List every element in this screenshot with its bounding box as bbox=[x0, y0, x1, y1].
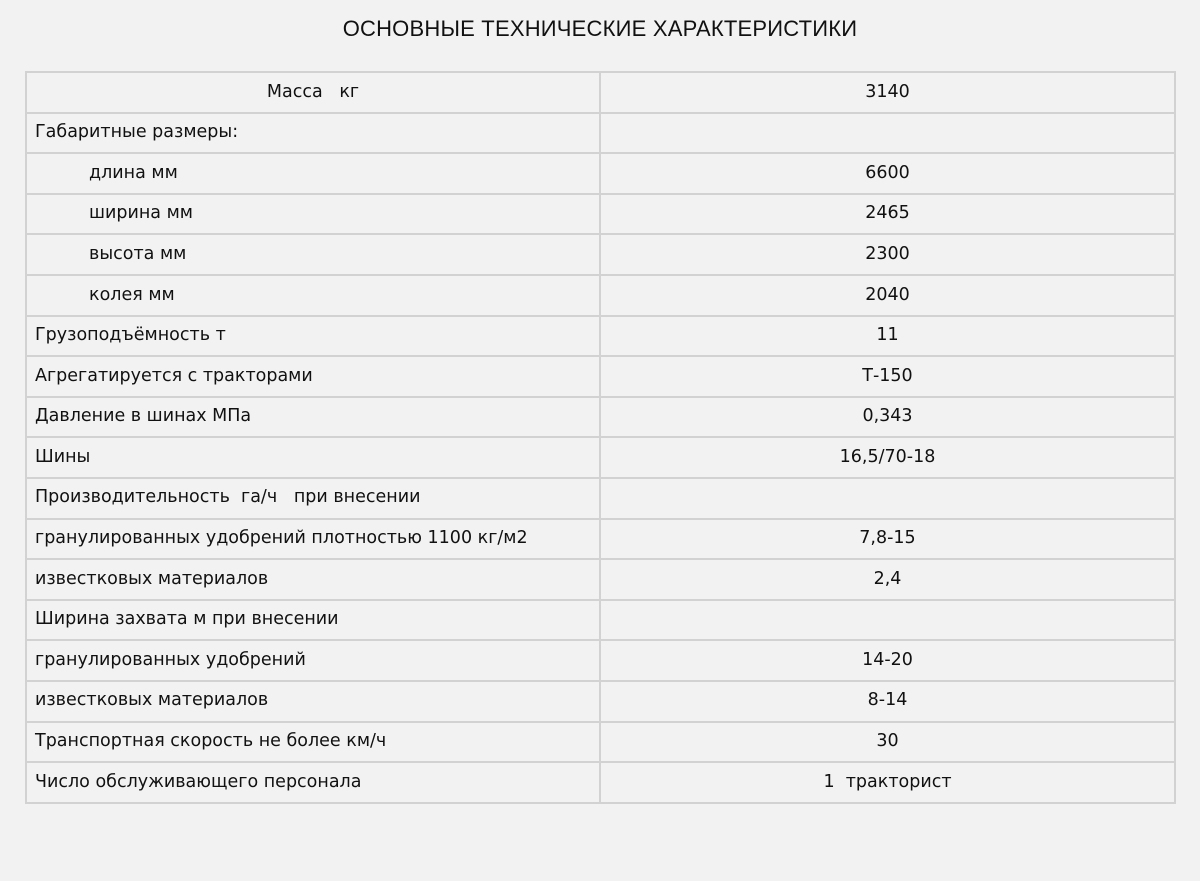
parameter-label: ширина мм bbox=[89, 203, 194, 224]
parameter-cell bbox=[26, 681, 600, 722]
parameter-label: колея мм bbox=[89, 284, 175, 305]
value-cell bbox=[600, 113, 1175, 154]
table-row bbox=[26, 559, 1175, 600]
table-row bbox=[26, 113, 1175, 154]
parameter-value: 3140 bbox=[865, 81, 910, 102]
parameter-cell bbox=[26, 478, 600, 519]
parameter-label: известковых материалов bbox=[35, 568, 269, 589]
table-row bbox=[26, 437, 1175, 478]
parameter-label: высота мм bbox=[89, 243, 187, 264]
value-cell bbox=[600, 275, 1175, 316]
parameter-value: 6600 bbox=[865, 162, 910, 183]
table-row bbox=[26, 153, 1175, 194]
parameter-label: Производительность га/ч при внесении bbox=[35, 487, 421, 508]
value-cell bbox=[600, 72, 1175, 113]
parameter-cell bbox=[26, 113, 600, 154]
table-row bbox=[26, 316, 1175, 357]
value-cell bbox=[600, 153, 1175, 194]
parameter-cell bbox=[26, 72, 600, 113]
parameter-value: 14-20 bbox=[862, 649, 913, 670]
table-row bbox=[26, 681, 1175, 722]
value-cell bbox=[600, 519, 1175, 560]
table-row bbox=[26, 640, 1175, 681]
table-row bbox=[26, 356, 1175, 397]
value-cell bbox=[600, 722, 1175, 763]
parameter-value: 2,4 bbox=[873, 568, 902, 589]
table-row bbox=[26, 234, 1175, 275]
parameter-value: 0,343 bbox=[862, 406, 913, 427]
parameter-cell bbox=[26, 316, 600, 357]
parameter-value: 16,5/70-18 bbox=[839, 446, 936, 467]
table-row bbox=[26, 762, 1175, 803]
value-cell bbox=[600, 640, 1175, 681]
parameter-label: Агрегатируется с тракторами bbox=[35, 365, 313, 386]
parameter-value: Т-150 bbox=[862, 365, 913, 386]
table-row bbox=[26, 397, 1175, 438]
parameter-cell bbox=[26, 519, 600, 560]
parameter-value: 1 тракторист bbox=[823, 771, 952, 792]
table-row bbox=[26, 600, 1175, 641]
parameter-value: 2300 bbox=[865, 243, 910, 264]
parameter-cell bbox=[26, 640, 600, 681]
parameter-cell bbox=[26, 275, 600, 316]
parameter-label: Шины bbox=[35, 446, 91, 467]
parameter-label: Давление в шинах МПа bbox=[35, 406, 252, 427]
parameter-value: 11 bbox=[876, 325, 899, 346]
parameter-cell bbox=[26, 153, 600, 194]
table-row bbox=[26, 519, 1175, 560]
parameter-label: Габаритные размеры: bbox=[35, 122, 239, 143]
value-cell bbox=[600, 478, 1175, 519]
value-cell bbox=[600, 437, 1175, 478]
parameter-cell bbox=[26, 762, 600, 803]
value-cell bbox=[600, 600, 1175, 641]
parameter-value: 2465 bbox=[865, 203, 910, 224]
parameter-cell bbox=[26, 397, 600, 438]
value-cell bbox=[600, 356, 1175, 397]
parameter-value: 2040 bbox=[865, 284, 910, 305]
parameter-label: гранулированных удобрений bbox=[35, 649, 306, 670]
parameter-label: гранулированных удобрений плотностью 1100 кг/м2 bbox=[35, 528, 528, 549]
parameter-label: Масса кг bbox=[266, 81, 360, 102]
value-cell bbox=[600, 397, 1175, 438]
page-title: ОСНОВНЫЕ ТЕХНИЧЕСКИЕ ХАРАКТЕРИСТИКИ bbox=[342, 16, 858, 41]
value-cell bbox=[600, 559, 1175, 600]
value-cell bbox=[600, 194, 1175, 235]
table-row bbox=[26, 72, 1175, 113]
parameter-cell bbox=[26, 437, 600, 478]
value-cell bbox=[600, 681, 1175, 722]
parameter-value: 8-14 bbox=[867, 690, 908, 711]
parameter-cell bbox=[26, 559, 600, 600]
parameter-label: Ширина захвата м при внесении bbox=[35, 609, 339, 630]
parameter-value: 7,8-15 bbox=[859, 528, 916, 549]
table-row bbox=[26, 478, 1175, 519]
parameter-label: Транспортная скорость не более км/ч bbox=[35, 731, 387, 752]
parameter-label: Число обслуживающего персонала bbox=[35, 771, 362, 792]
value-cell bbox=[600, 762, 1175, 803]
parameter-label: Грузоподъёмность т bbox=[35, 325, 226, 346]
value-cell bbox=[600, 316, 1175, 357]
parameter-label: известковых материалов bbox=[35, 690, 269, 711]
parameter-cell bbox=[26, 722, 600, 763]
specs-table bbox=[25, 71, 1176, 804]
table-row bbox=[26, 722, 1175, 763]
parameter-label: длина мм bbox=[89, 162, 178, 183]
table-row bbox=[26, 194, 1175, 235]
parameter-cell bbox=[26, 600, 600, 641]
specs-table-body bbox=[26, 72, 1175, 803]
table-row bbox=[26, 275, 1175, 316]
value-cell bbox=[600, 234, 1175, 275]
parameter-cell bbox=[26, 194, 600, 235]
parameter-value: 30 bbox=[876, 731, 899, 752]
parameter-cell bbox=[26, 356, 600, 397]
parameter-cell bbox=[26, 234, 600, 275]
